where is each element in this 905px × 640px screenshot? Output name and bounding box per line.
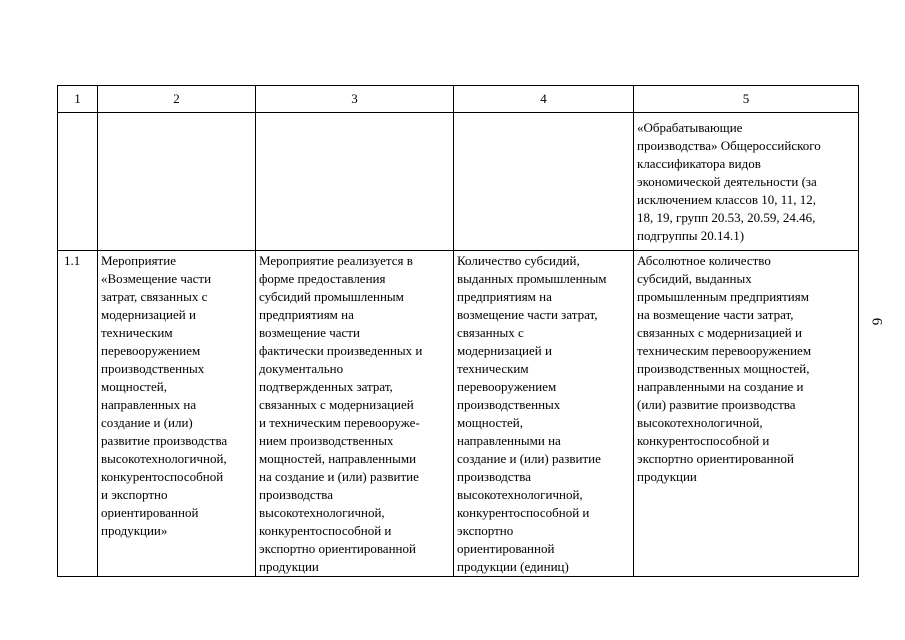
row1-cell-3	[256, 113, 454, 251]
header-row	[58, 86, 859, 113]
row1-cell-5: «Обрабатывающие производства» Общероссийского классификатора видов экономической деятельности (за исключением классов 10, 11, 12, 18, 19, групп 20.53, 20.59, 24.46, подгруппы 20.14.1)	[634, 113, 859, 251]
row1-cell-1	[58, 113, 98, 251]
row1-cell-2	[98, 113, 256, 251]
row-number: 1.1	[58, 251, 98, 577]
content-table	[57, 85, 859, 577]
page-number: 6	[868, 317, 885, 326]
indicator-definition-cell: Абсолютное количество субсидий, выданных промышленным предприятиям на возмещение части затрат, связанных с модернизацией и техническим перевооружением производственных мощностей, направленными на создание и (или) развитие производства высокотехнологичной, конкурентоспособной и экспортно ориентированной продукции	[634, 251, 859, 577]
indicator-cell: Количество субсидий, выданных промышленным предприятиям на возмещение части затрат, связанных с модернизацией и техническим перевооружением производственных мощностей, направленными на создание и (или) развитие производства высокотехнологичной, конкурентоспособной и экспортно ориентированной продукции (единиц)	[454, 251, 634, 577]
row1-cell-4	[454, 113, 634, 251]
header-cell-1: 1	[58, 86, 98, 113]
table-row	[58, 251, 859, 577]
measure-name-cell: Мероприятие «Возмещение части затрат, связанных с модернизацией и техническим перевооружением производственных мощностей, направленных на создание и (или) развитие производства высокотехнологичной, конкурентоспособной и экспортно ориентированной продукции»	[98, 251, 256, 577]
header-cell-3: 3	[256, 86, 454, 113]
header-cell-2: 2	[98, 86, 256, 113]
header-cell-5: 5	[634, 86, 859, 113]
measure-description-cell: Мероприятие реализуется в форме предоставления субсидий промышленным предприятиям на возмещение части фактически произведенных и документально подтвержденных затрат, связанных с модернизацией и техническим перевооруже- нием производственных мощностей, направленными на создание и (или) развитие производства высокотехнологичной, конкурентоспособной и экспортно ориентированной продукции	[256, 251, 454, 577]
table-row	[58, 113, 859, 251]
header-cell-4: 4	[454, 86, 634, 113]
